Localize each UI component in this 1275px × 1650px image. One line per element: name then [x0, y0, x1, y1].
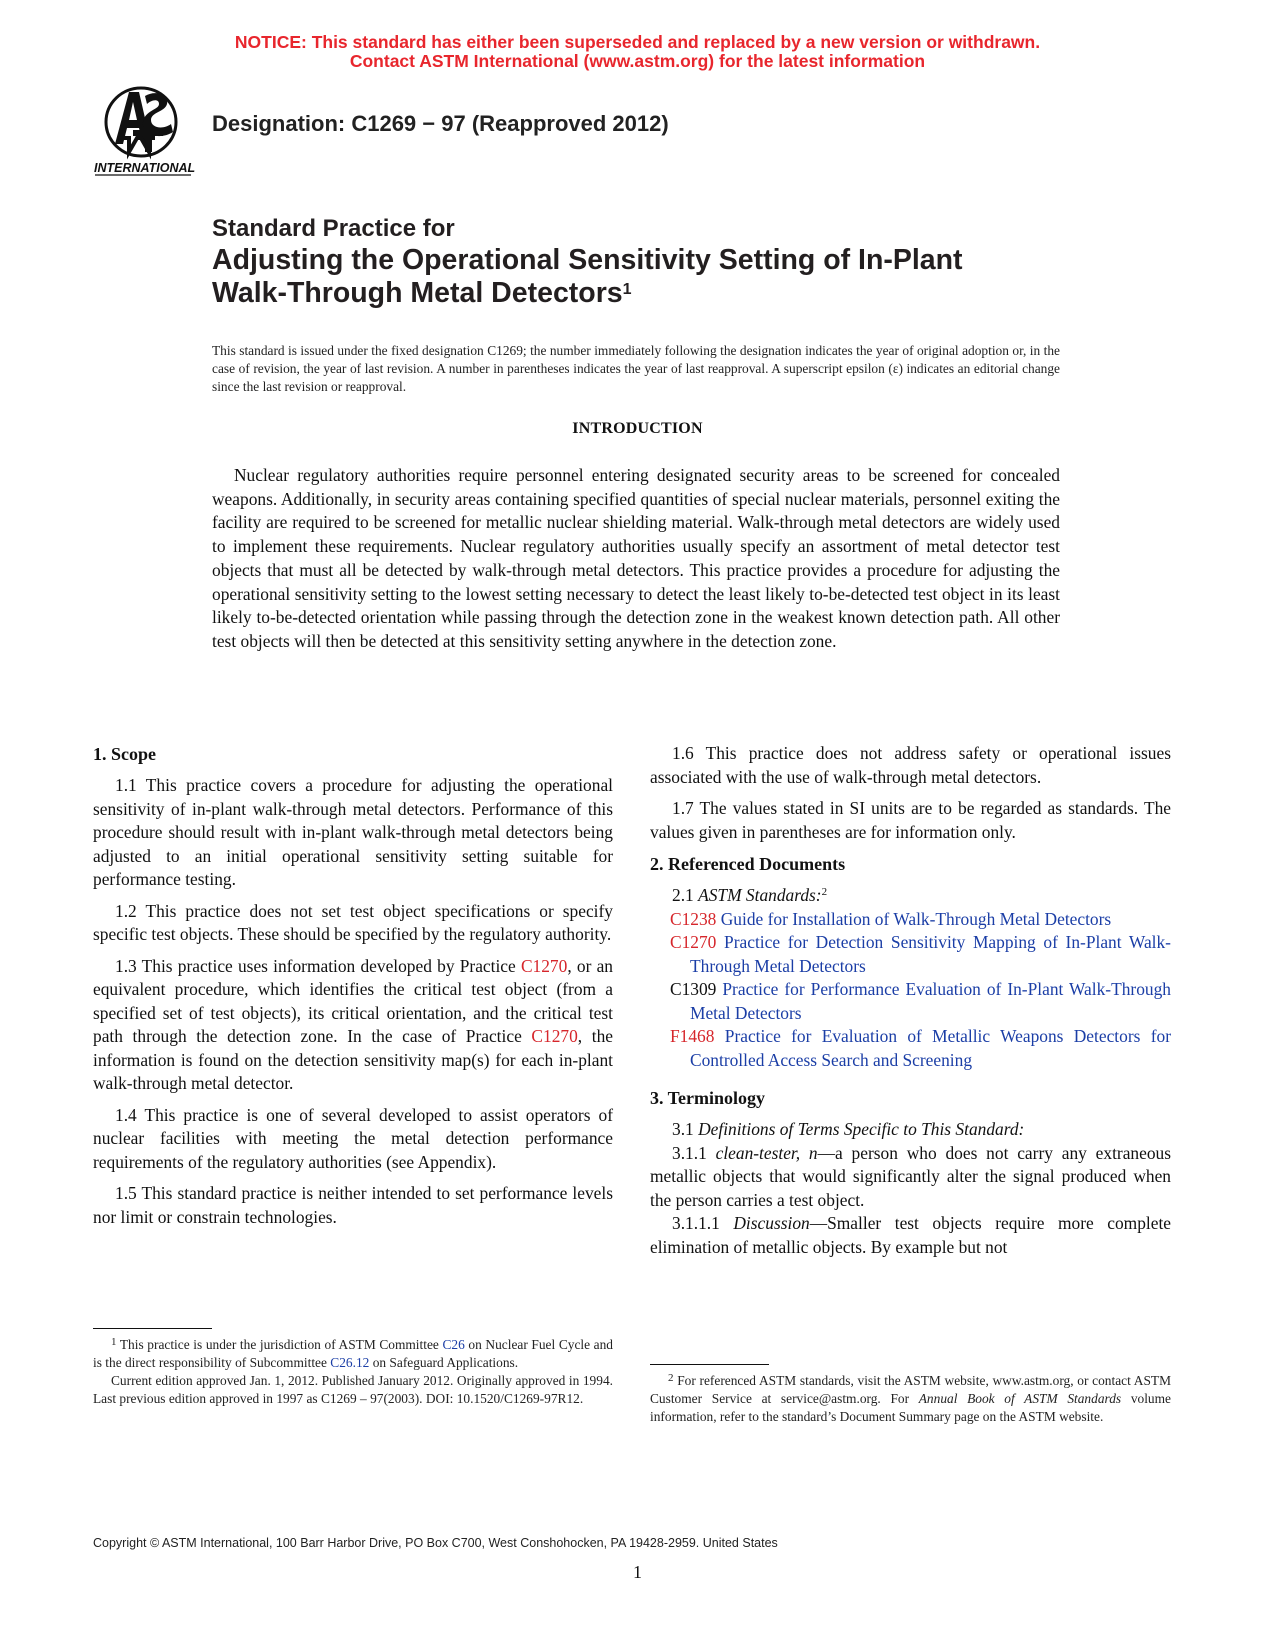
footnote-1-edition: Current edition approved Jan. 1, 2012. Published January 2012. Originally approved in 1994. Last previous edition approved in 1997 as C1269 – 97(2003). DOI: 10.1520/C1269-97R12.	[93, 1373, 613, 1406]
right-column	[650, 742, 1171, 1259]
para-1-3: 1.3 This practice uses information developed by Practice C1270, or an equivalent procedure, which identifies the critical test object (from a specified set of test objects), its critical orientation, and the critical test path through the detection zone. In the case of Practice C1270, the information is found on the detection sensitivity map(s) for each in-plant walk-through metal detector.	[93, 955, 613, 1093]
para-1-4: 1.4 This practice is one of several developed to assist operators of nuclear facilities with meeting the metal detection performance requirements of the regulatory authorities (see Appendix).	[93, 1104, 613, 1172]
reference-code: C1309	[670, 979, 717, 999]
para-3-1-1-1: 3.1.1.1 Discussion—Smaller test objects require more complete elimination of metallic objects. By example but not	[650, 1213, 1172, 1257]
designation: Designation: C1269 − 97 (Reapproved 2012)	[212, 111, 669, 136]
reference-item[interactable]	[670, 1025, 1171, 1072]
scope-heading: 1. Scope	[93, 744, 156, 764]
referenced-documents-heading: 2. Referenced Documents	[650, 854, 846, 874]
link-c1270[interactable]: C1270	[520, 955, 568, 976]
supersede-notice	[0, 33, 1275, 71]
reference-code[interactable]: C1270	[670, 932, 717, 952]
reference-code[interactable]: F1468	[670, 1026, 715, 1046]
title-footnote-mark: 1	[622, 281, 632, 298]
copyright-line: Copyright © ASTM International, 100 Barr Harbor Drive, PO Box C700, West Conshohocken, PA 19428-2959. United States	[93, 1536, 778, 1550]
title-line-1: Adjusting the Operational Sensitivity Setting of In-Plant	[212, 244, 963, 276]
para-3-1-1: 3.1.1 clean-tester, n—a person who does not carry any extraneous metallic objects that would significantly alter the signal produced when the person carries a test object.	[650, 1142, 1171, 1210]
link-c26[interactable]: C26	[442, 1337, 465, 1352]
footnote-divider	[93, 1328, 212, 1329]
astm-logo	[93, 82, 199, 178]
introduction-text: Nuclear regulatory authorities require personnel entering designated security areas to be screened for concealed weapons. Additionally, in security areas containing specified quantities of special nuclear materials, personnel exiting the facility are required to be screened for metallic nuclear shielding material. Walk-through metal detectors are widely used to implement these requirements. Nuclear regulatory authorities usually specify an assortment of metal detector test objects that must all be detected by walk-through metal detectors. This practice provides a procedure for adjusting the operational sensitivity setting to the lowest setting necessary to detect the least likely to-be-detected test object in its least likely to-be-detected orientation while passing through the detection zone in the weakest known detection path. All other test objects will then be detected at this sensitivity setting anywhere in the detection zone.	[212, 465, 1060, 651]
page-number: 1	[633, 1562, 642, 1582]
reference-title[interactable]: Guide for Installation of Walk-Through Metal Detectors	[720, 908, 1112, 929]
para-1-7: 1.7 The values stated in SI units are to be regarded as standards. The values given in parentheses are for information only.	[650, 798, 1171, 842]
astm-standards-subheading: 2.1 ASTM Standards:$^2$	[672, 885, 828, 905]
left-column	[93, 742, 613, 1237]
para-3-1: 3.1 Definitions of Terms Specific to This Standard:	[672, 1119, 1025, 1139]
issue-note: This standard is issued under the fixed designation C1269; the number immediately following the designation indicates the year of original adoption or, in the case of revision, the year of last revision. A number in parentheses indicates the year of last reapproval. A superscript epsilon (ε) indicates an editorial change since the last revision or reapproval.	[212, 343, 1060, 394]
link-c1270[interactable]: C1270	[531, 1026, 578, 1046]
title-line-2: Walk-Through Metal Detectors$^1$	[212, 277, 632, 309]
footnote-1: $^1$ This practice is under the jurisdiction of ASTM Committee C26 on Nuclear Fuel Cycle and is the direct responsibility of Subcommittee C26.12 on Safeguard Applications. Current edition approved Jan. 1, 2012. Published January 2012. Originally approved in 1994. Last previous edition approved in 1997 as C1269 – 97(2003). DOI: 10.1520/C1269-97R12.	[93, 1336, 613, 1406]
reference-title[interactable]: Practice for Detection Sensitivity Mapping of In-Plant Walk-Through Metal Detectors	[690, 932, 1171, 976]
reference-item[interactable]	[670, 908, 1171, 932]
introduction-heading: INTRODUCTION	[572, 420, 703, 437]
notice-line-1: NOTICE: This standard has either been superseded and replaced by a new version or withdrawn.	[234, 32, 1041, 52]
document-title	[212, 214, 1112, 310]
link-c26-12[interactable]: C26.12	[330, 1355, 370, 1370]
para-1-1: 1.1 This practice covers a procedure for adjusting the operational sensitivity of in-plant walk-through metal detectors. Performance of this procedure should result with in-plant walk-through metal detectors being adjusted to an initial operational sensitivity setting suitable for performance testing.	[93, 775, 613, 889]
para-1-5: 1.5 This standard practice is neither intended to set performance levels nor limit or constrain technologies.	[93, 1183, 613, 1227]
terminology-heading: 3. Terminology	[650, 1088, 766, 1108]
reference-title[interactable]: Practice for Performance Evaluation of In-Plant Walk-Through Metal Detectors	[690, 979, 1171, 1023]
logo-text: INTERNATIONAL	[94, 161, 196, 175]
para-1-6: 1.6 This practice does not address safety or operational issues associated with the use of walk-through metal detectors.	[650, 743, 1171, 787]
title-prefix: Standard Practice for	[212, 215, 455, 242]
reference-item[interactable]	[670, 931, 1171, 978]
reference-code[interactable]: C1238	[670, 908, 717, 929]
reference-title[interactable]: Practice for Evaluation of Metallic Weapons Detectors for Controlled Access Search and Screening	[690, 1026, 1171, 1070]
para-1-2: 1.2 This practice does not set test object specifications or specify specific test objects. These should be specified by the regulatory authority.	[93, 900, 613, 944]
footnote-divider	[650, 1364, 769, 1365]
reference-item[interactable]	[670, 978, 1171, 1025]
notice-line-2: Contact ASTM International (www.astm.org) for the latest information	[349, 51, 926, 71]
footnote-2: $^2$ For referenced ASTM standards, visit the ASTM website, www.astm.org, or contact ASTM Customer Service at service@astm.org. For Annual Book of ASTM Standards volume information, refer to the standard’s Document Summary page on the ASTM website.	[650, 1372, 1171, 1424]
